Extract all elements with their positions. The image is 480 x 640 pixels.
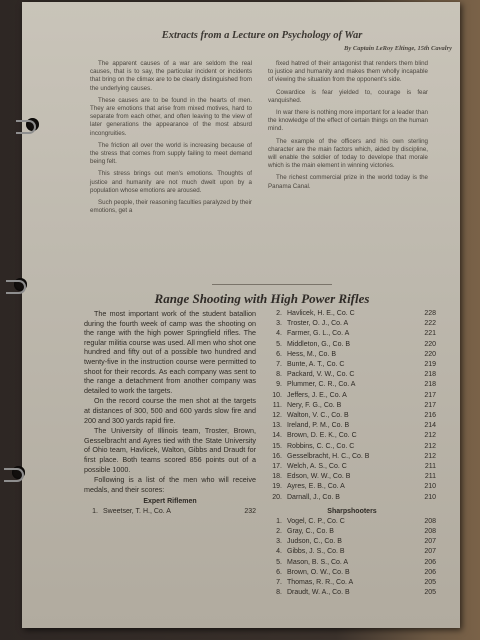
rank-number: 1.	[276, 517, 282, 525]
rifleman-name: Plummer, C. R., Co. A	[287, 381, 356, 389]
paragraph: The most important work of the student batallion during the fourth week of camp was the shooting on the range with the high power Springfield rifles. The regular militia course was used. All men who shot one hundred and fifty out of a possible two hundred and twenty-five in the instruction course were permitted to shoot for their records. As each company was sent to the range a detachment from another company was detailed to work the targets.	[84, 309, 256, 395]
score-row	[268, 588, 436, 598]
score-value: 212	[424, 432, 436, 440]
sharpshooters-list	[268, 517, 436, 599]
section-divider	[212, 284, 332, 285]
score-value: 218	[424, 381, 436, 389]
rank-number: 12.	[272, 412, 282, 420]
binder-ring-bottom	[4, 468, 24, 482]
score-value: 207	[424, 538, 436, 546]
score-row	[268, 360, 436, 370]
score-row	[268, 462, 436, 472]
rank-number: 20.	[272, 493, 282, 501]
score-value: 232	[244, 508, 256, 516]
paragraph: Following is a list of the men who will receive medals, and their scores:	[84, 475, 256, 494]
rifleman-name: Brown, D. E. K., Co. C	[287, 432, 357, 440]
rifleman-name: Ayres, E. B., Co. A	[287, 483, 345, 491]
rank-number: 2.	[276, 310, 282, 317]
score-row	[268, 401, 436, 411]
paragraph: In war there is nothing more important for a leader than the knowledge of the effect of certain things on the human mind.	[268, 109, 428, 133]
score-value: 208	[424, 528, 436, 536]
score-value: 218	[424, 371, 436, 379]
rank-number: 7.	[276, 361, 282, 369]
rifleman-name: Edson, W. W., Co. B	[287, 473, 351, 481]
score-value: 222	[424, 320, 436, 328]
score-row	[268, 340, 436, 350]
article1-left-column	[90, 60, 252, 219]
score-row	[268, 309, 436, 319]
paragraph: Cowardice is fear yielded to, courage is fear vanquished.	[268, 88, 428, 104]
paragraph: The apparent causes of a war are seldom the real causes, that is to say, the particular incident or incidents that bring on the climax are to be clearly distinguished from the underlying causes.	[90, 60, 252, 92]
rank-number: 2.	[276, 528, 282, 536]
score-row	[268, 568, 436, 578]
score-row	[268, 421, 436, 431]
rank-number: 11.	[272, 401, 282, 409]
rifleman-name: Bunte, A. T., Co. C	[287, 361, 345, 369]
expert-riflemen-heading: Expert Riflemen	[143, 498, 197, 506]
score-row	[268, 431, 436, 441]
score-value: 228	[424, 310, 436, 317]
paragraph: The richest commercial prize in the world today is the Panama Canal.	[268, 174, 428, 190]
article1-right-column	[268, 60, 428, 195]
rifleman-name: Hess, M., Co. B	[287, 350, 337, 358]
binder-ring-middle	[6, 280, 26, 294]
score-value: 210	[424, 493, 436, 501]
rank-number: 5.	[276, 340, 282, 348]
article2-right-column	[268, 309, 436, 598]
score-value: 212	[424, 452, 436, 460]
score-row	[268, 442, 436, 452]
score-value: 208	[424, 517, 436, 525]
rifleman-name: Packard, V. W., Co. C	[287, 371, 355, 379]
rank-number: 8.	[276, 589, 282, 597]
score-value: 214	[424, 422, 436, 430]
score-value: 217	[424, 401, 436, 409]
rifleman-name: Farmer, G. L., Co. A	[287, 330, 350, 338]
score-row	[268, 350, 436, 360]
score-row	[268, 370, 436, 380]
rifleman-name: Robbins, C. C., Co. C	[287, 442, 355, 450]
paragraph: The example of the officers and his own sterling character are the main factors which, aided by discipline, will enable the soldier of today to develope that morale which is the main element in winning victories.	[268, 137, 428, 170]
rifleman-name: Welch, A. S., Co. C	[287, 463, 347, 471]
score-value: 211	[424, 463, 436, 471]
rifleman-name: Troster, O. J., Co. A	[287, 320, 349, 328]
score-row	[268, 527, 436, 537]
expert-list-left	[84, 507, 256, 517]
score-value: 219	[424, 361, 436, 369]
article2-title: Range Shooting with High Power Rifles	[154, 291, 370, 306]
rifleman-name: Walton, V. C., Co. B	[287, 412, 349, 420]
rifleman-name: Mason, B. S., Co. A	[287, 558, 349, 566]
rank-number: 15.	[272, 442, 282, 450]
score-value: 220	[424, 340, 436, 348]
score-row	[268, 517, 436, 527]
rifleman-name: Gesselbracht, H. C., Co. B	[287, 452, 370, 460]
rank-number: 17.	[272, 463, 282, 471]
paragraph: The friction all over the world is increasing because of the stress that comes from supply failing to meet demand being felt.	[90, 141, 252, 166]
rank-number: 13.	[272, 422, 282, 430]
paragraph: On the record course the men shot at the targets at distances of 300, 500 and 600 yards slow fire and 200 and 300 yards rapid fire.	[84, 396, 256, 425]
score-value: 221	[424, 330, 436, 338]
score-row	[268, 472, 436, 482]
expert-list-right	[268, 309, 436, 503]
rifleman-name: Ireland, P. M., Co. B	[287, 422, 350, 430]
rifleman-name: Jeffers, J. E., Co. A	[287, 391, 347, 399]
score-value: 210	[424, 483, 436, 491]
rank-number: 10.	[272, 391, 282, 399]
rifleman-name: Draudt, W. A., Co. B	[287, 589, 350, 597]
rank-number: 7.	[276, 579, 282, 587]
article2-body	[84, 309, 256, 494]
score-value: 206	[424, 568, 436, 576]
score-row	[268, 329, 436, 339]
paragraph: The University of Illinois team, Troster, Brown, Gesselbracht and Ayres tied with the State University of Ohio team, Havlicek, Walton, Gibbs and Draudt for first place. Both teams scored 856 points out of a possible 1000.	[84, 426, 256, 474]
rifleman-name: Judson, C., Co. B	[287, 538, 342, 546]
score-row	[268, 547, 436, 557]
rifleman-name: Middleton, G., Co. B	[287, 340, 351, 348]
rifleman-name: Thomas, R. R., Co. A	[287, 579, 354, 587]
score-value: 217	[424, 391, 436, 399]
rank-number: 6.	[276, 350, 282, 358]
score-row	[268, 391, 436, 401]
rank-number: 3.	[276, 320, 282, 328]
article-byline: By Captain LeRoy Eltinge, 15th Cavalry	[344, 45, 452, 52]
rank-number: 9.	[276, 381, 282, 389]
rifleman-name: Brown, O. W., Co. B	[287, 568, 350, 576]
score-row	[84, 507, 256, 517]
paragraph: fixed hatred of their antagonist that renders them blind to justice and humanity and makes them wholly incapable of viewing the situation from the opponent's side.	[268, 60, 428, 84]
paragraph: These causes are to be found in the hearts of men. They are emotions that arise from mixed motives, hard to separate from each other, and often leaving to the view of later generations the appearance of the most absurd incongruities.	[90, 96, 252, 137]
rifleman-name: Nery, F. G., Co. B	[287, 401, 342, 409]
score-value: 216	[424, 412, 436, 420]
score-row	[268, 319, 436, 329]
score-value: 211	[424, 473, 436, 481]
article-title: Extracts from a Lecture on Psychology of War	[161, 30, 363, 41]
rank-number: 8.	[276, 371, 282, 379]
rank-number: 6.	[276, 568, 282, 576]
paragraph: This stress brings out men's emotions. Thoughts of justice and humanity are not much dwelt upon by a population whose emotions are aroused.	[90, 170, 252, 194]
score-value: 220	[424, 350, 436, 358]
rank-number: 5.	[276, 558, 282, 566]
rank-number: 4.	[276, 330, 282, 338]
article2-left-column	[84, 309, 256, 517]
score-row	[268, 411, 436, 421]
score-value: 207	[424, 548, 436, 556]
rifleman-name: Sweetser, T. H., Co. A	[103, 508, 171, 516]
score-row	[268, 578, 436, 588]
rifleman-name: Vogel, C. P., Co. C	[287, 517, 345, 525]
score-row	[268, 482, 436, 492]
score-value: 212	[424, 442, 436, 450]
rank-number: 1.	[92, 508, 98, 516]
rifleman-name: Darnall, J., Co. B	[287, 493, 340, 501]
score-row	[268, 537, 436, 547]
score-row	[268, 380, 436, 390]
rank-number: 14.	[272, 432, 282, 440]
document-page	[22, 2, 460, 628]
score-row	[268, 493, 436, 503]
binder-ring-top	[16, 120, 36, 134]
rank-number: 3.	[276, 538, 282, 546]
score-value: 205	[424, 589, 436, 597]
score-row	[268, 558, 436, 568]
rank-number: 19.	[272, 483, 282, 491]
rank-number: 18.	[272, 473, 282, 481]
rank-number: 4.	[276, 548, 282, 556]
sharpshooters-heading: Sharpshooters	[327, 507, 377, 515]
score-row	[268, 452, 436, 462]
score-value: 206	[424, 558, 436, 566]
paragraph: Such people, their reasoning faculties paralyzed by their emotions, get a	[90, 199, 252, 215]
rank-number: 16.	[272, 452, 282, 460]
rifleman-name: Gibbs, J. S., Co. B	[287, 548, 345, 556]
rifleman-name: Gray, C., Co. B	[287, 528, 334, 536]
score-value: 205	[424, 579, 436, 587]
rifleman-name: Havlicek, H. E., Co. C	[287, 310, 355, 317]
